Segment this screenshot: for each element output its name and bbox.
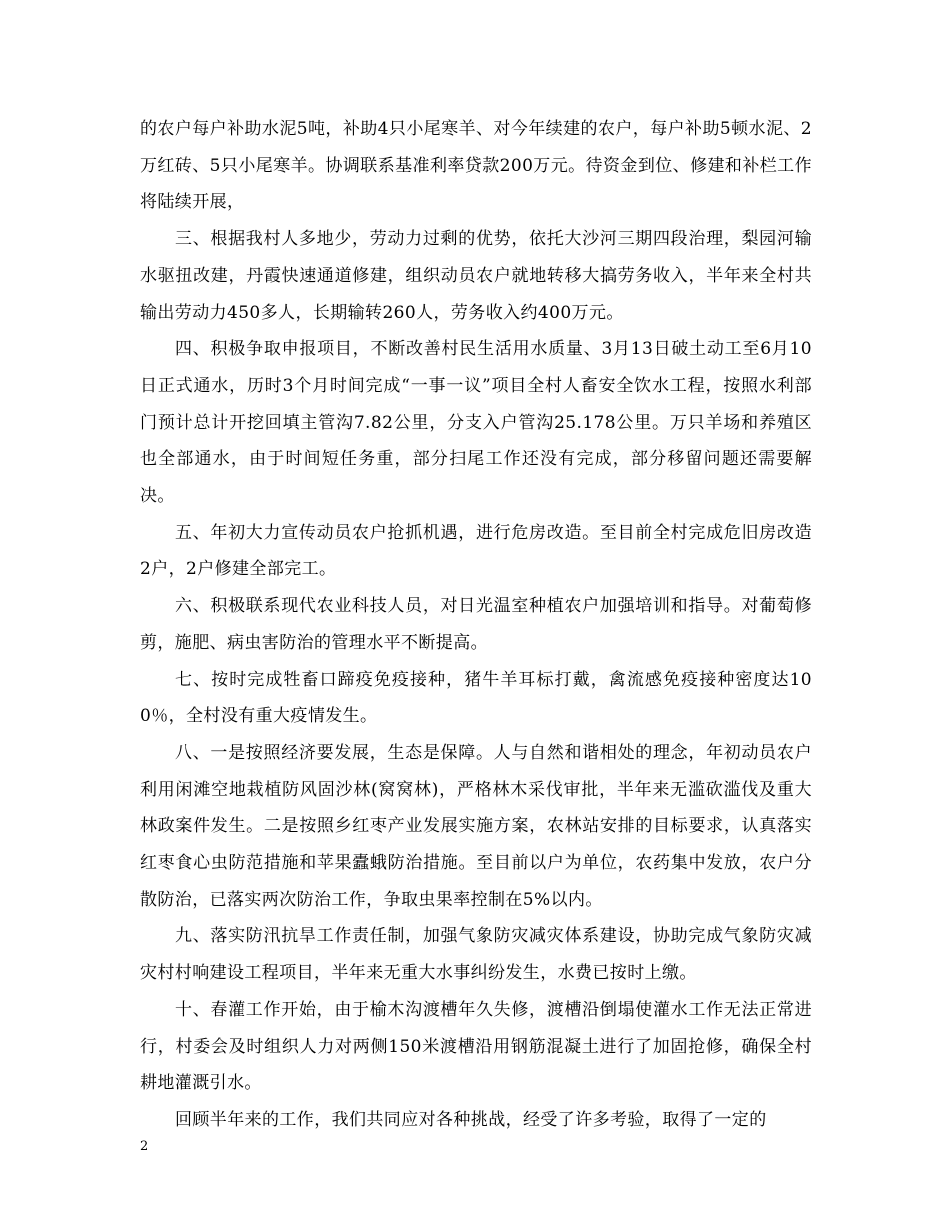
page-number: 2 bbox=[140, 1139, 149, 1154]
paragraph-10: 回顾半年来的工作，我们共同应对各种挑战，经受了许多考验，取得了一定的 bbox=[175, 1109, 767, 1130]
paragraph-6: 七、按时完成牲畜口蹄疫免疫接种，猪牛羊耳标打戴，禽流感免疫接种密度达100％，全村没有重大疫情发生。 bbox=[140, 669, 812, 727]
document-body bbox=[140, 111, 812, 1139]
paragraph-4: 五、年初大力宣传动员农户抢抓机遇，进行危房改造。至目前全村完成危旧房改造2户，2户修建全部完工。 bbox=[140, 522, 812, 580]
paragraph-2: 三、根据我村人多地少，劳动力过剩的优势，依托大沙河三期四段治理，梨园河输水驱扭改建，丹霞快速通道修建，组织动员农户就地转移大搞劳务收入，半年来全村共输出劳动力450多人，长期输转260人，劳务收入约400万元。 bbox=[140, 229, 812, 323]
paragraph-5: 六、积极联系现代农业科技人员，对日光温室种植农户加强培训和指导。对葡萄修剪，施肥、病虫害防治的管理水平不断提高。 bbox=[140, 596, 812, 653]
paragraph-8: 九、落实防汛抗旱工作责任制，加强气象防灾减灾体系建设，协助完成气象防灾减灾村村响建设工程项目，半年来无重大水事纠纷发生，水费已按时上缴。 bbox=[140, 926, 812, 984]
paragraph-7: 八、一是按照经济要发展，生态是保障。人与自然和谐相处的理念，年初动员农户利用闲滩空地栽植防风固沙林(窝窝林)，严格林木采伐审批，半年来无滥砍滥伐及重大林政案件发生。二是按照乡红枣产业发展实施方案，农林站安排的目标要求，认真落实红枣食心虫防范措施和苹果蠹蛾防治措施。至目前以户为单位，农药集中发放，农户分散防治，已落实两次防治工作，争取虫果率控制在5%以内。 bbox=[140, 742, 812, 910]
paragraph-3: 四、积极争取申报项目，不断改善村民生活用水质量、3月13日破土动工至6月10日正式通水，历时3个月时间完成“一事一议”项目全村人畜安全饮水工程，按照水利部门预计总计开挖回填主管沟7.82公里，分支入户管沟25.178公里。万只羊场和养殖区也全部通水，由于时间短任务重，部分扫尾工作还没有完成，部分移留问题还需要解决。 bbox=[140, 339, 812, 507]
paragraph-9: 十、春灌工作开始，由于榆木沟渡槽年久失修，渡槽沿倒塌使灌水工作无法正常进行，村委会及时组织人力对两侧150米渡槽沿用钢筋混凝土进行了加固抢修，确保全村耕地灌溉引水。 bbox=[140, 999, 812, 1094]
paragraph-1: 的农户每户补助水泥5吨，补助4只小尾寒羊、对今年续建的农户，每户补助5顿水泥、2万红砖、5只小尾寒羊。协调联系基准利率贷款200万元。待资金到位、修建和补栏工作将陆续开展， bbox=[140, 119, 812, 213]
